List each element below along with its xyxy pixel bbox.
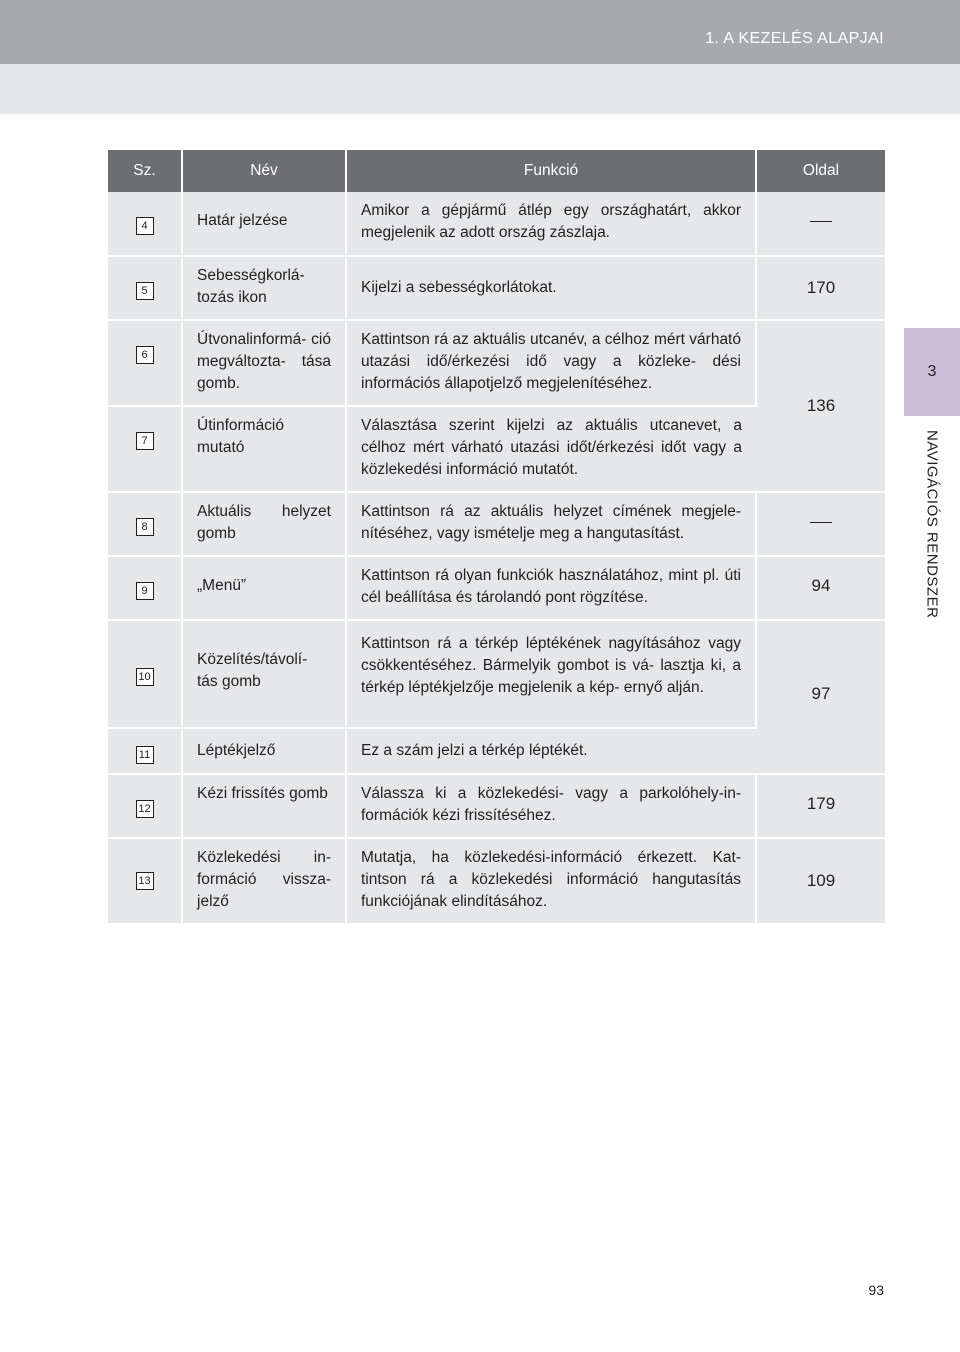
no-page-dash (810, 221, 832, 222)
chapter-title: 1. A KEZELÉS ALAPJAI (705, 30, 884, 47)
item-function: Válassza ki a közlekedési- vagy a parkolóhely-in- formációk kézi frissítéséhez. (346, 774, 756, 838)
item-number: 13 (136, 872, 154, 890)
item-function: Kattintson rá olyan funkciók használatához, mint pl. úti cél beállítása és tárolandó pont rögzítése. (346, 556, 756, 620)
item-name: Kézi frissítés gomb (182, 774, 346, 838)
item-number: 9 (136, 582, 154, 600)
item-page: 136 (756, 320, 885, 492)
item-name: Léptékjelző (182, 728, 346, 774)
side-tab-label-wrap (904, 430, 960, 670)
side-tab-label: NAVIGÁCIÓS RENDSZER (923, 430, 941, 619)
item-name: Aktuális helyzet gomb (182, 492, 346, 556)
item-function: Kattintson rá az aktuális helyzet címének megjele- nítéséhez, vagy ismételje meg a hangutasítást. (346, 492, 756, 556)
item-number: 5 (136, 282, 154, 300)
item-page: 170 (756, 256, 885, 320)
item-page: 97 (756, 620, 885, 774)
item-number: 8 (136, 518, 154, 536)
item-number: 7 (136, 432, 154, 450)
col-header-no: Sz. (108, 150, 182, 192)
no-page-dash (810, 522, 832, 523)
item-number: 10 (136, 668, 154, 686)
table-header-row (108, 150, 885, 192)
table-row (108, 192, 885, 256)
item-function: Ez a szám jelzi a térkép léptékét. (346, 728, 756, 774)
item-name: Határ jelzése (182, 192, 346, 256)
side-tab-number: 3 (904, 328, 960, 416)
item-name: „Menü” (182, 556, 346, 620)
table-row (108, 838, 885, 924)
item-number: 11 (136, 746, 154, 764)
header-subbar (0, 64, 960, 114)
page-number: 93 (868, 1282, 884, 1298)
item-name: Útvonalinformá- ció megváltozta- tása gomb. (182, 320, 346, 406)
col-header-name: Név (182, 150, 346, 192)
item-function: Kijelzi a sebességkorlátokat. (346, 256, 756, 320)
item-name: Közelítés/távolí- tás gomb (182, 620, 346, 728)
item-number: 12 (136, 800, 154, 818)
table-row (108, 320, 885, 406)
item-name: Útinformáció mutató (182, 406, 346, 492)
item-page: 109 (756, 838, 885, 924)
item-function: Kattintson rá a térkép léptékének nagyításához vagy csökkentéséhez. Bármelyik gombot is vá- lasztja ki, a térkép léptékjelzője megjelenik a kép- ernyő alján. (346, 620, 756, 728)
table-row (108, 556, 885, 620)
item-number: 6 (136, 346, 154, 364)
item-name: Sebességkorlá- tozás ikon (182, 256, 346, 320)
table-row (108, 256, 885, 320)
table-row (108, 492, 885, 556)
table-row (108, 620, 885, 728)
item-function: Választása szerint kijelzi az aktuális utcanevet, a célhoz mért várható utazási időt/érkezési időt vagy a közlekedési információ mutatót. (346, 406, 756, 492)
item-page: 179 (756, 774, 885, 838)
table-row (108, 774, 885, 838)
col-header-function: Funkció (346, 150, 756, 192)
item-function: Mutatja, ha közlekedési-információ érkezett. Kat- tintson rá a közlekedési információ hangutasítás funkciójának elindításához. (346, 838, 756, 924)
item-function: Kattintson rá az aktuális utcanév, a célhoz mért várható utazási idő/érkezési idő vagy a közleke- dési információs állapotjelző megjelenítéséhez. (346, 320, 756, 406)
item-number: 4 (136, 217, 154, 235)
function-table (108, 150, 885, 925)
header-bar (0, 0, 960, 64)
item-function: Amikor a gépjármű átlép egy országhatárt, akkor megjelenik az adott ország zászlaja. (346, 192, 756, 256)
item-name: Közlekedési in- formáció vissza- jelző (182, 838, 346, 924)
item-page: 94 (756, 556, 885, 620)
col-header-page: Oldal (756, 150, 885, 192)
